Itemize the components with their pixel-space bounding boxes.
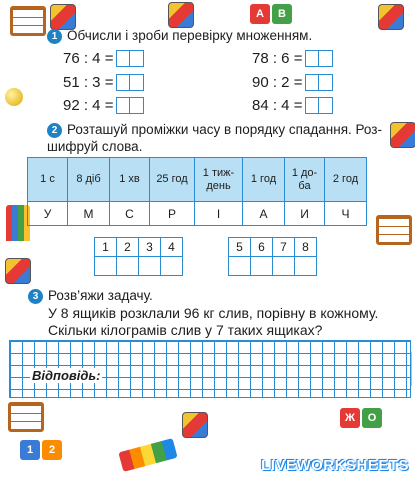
answer-digit-input[interactable] <box>116 97 130 114</box>
task2-heading <box>47 121 382 155</box>
letter-cell: Р <box>150 202 195 226</box>
equation-row <box>252 73 333 91</box>
answer-digit-input[interactable] <box>305 97 319 114</box>
cipher-number-cell: 1 <box>95 238 117 257</box>
alphabet-block-decoration: 1 <box>20 440 40 460</box>
time-interval-cell: 2 год <box>325 158 367 202</box>
cipher-table-2 <box>228 237 317 276</box>
letter-cell: Ч <box>325 202 367 226</box>
task2-heading-line1: Розташуй проміжки часу в порядку спадання. Роз- <box>67 122 382 137</box>
answer-digit-input[interactable] <box>319 50 333 67</box>
equation-row <box>252 49 333 67</box>
answer-digit-input[interactable] <box>319 74 333 91</box>
letter-cell: А <box>243 202 285 226</box>
cipher-number-cell: 6 <box>251 238 273 257</box>
equation-row <box>252 96 333 114</box>
task1-number-badge: 1 <box>47 29 62 44</box>
time-interval-cell: 1 до- ба <box>285 158 325 202</box>
equation-row <box>63 96 144 114</box>
answer-label: Відповідь: <box>32 368 101 383</box>
answer-digit-input[interactable] <box>305 50 319 67</box>
time-interval-cell: 25 год <box>150 158 195 202</box>
cipher-number-cell: 8 <box>295 238 317 257</box>
rubik-cube-decoration <box>182 412 208 438</box>
cipher-number-cell: 4 <box>161 238 183 257</box>
cipher-number-cell: 5 <box>229 238 251 257</box>
letter-cell: У <box>28 202 68 226</box>
time-interval-cell: 1 тиж- день <box>195 158 243 202</box>
equation-expression: 92 : 4 = <box>63 96 114 114</box>
equation-expression: 84 : 4 = <box>252 96 303 114</box>
answer-boxes <box>116 97 144 114</box>
alphabet-block-decoration: Ж <box>340 408 360 428</box>
task3-heading-text: Розв’яжи задачу. <box>48 288 153 303</box>
task1-heading <box>47 27 312 44</box>
task3-text-line1: У 8 ящиків розклали 96 кг слив, порівну в кожному. <box>48 305 379 321</box>
alphabet-block-decoration: 2 <box>42 440 62 460</box>
cipher-table-1 <box>94 237 183 276</box>
answer-digit-input[interactable] <box>319 97 333 114</box>
letter-cell: М <box>68 202 110 226</box>
answer-digit-input[interactable] <box>116 74 130 91</box>
time-interval-cell: 1 хв <box>110 158 150 202</box>
task3-heading <box>28 287 153 304</box>
cipher-letter-input[interactable] <box>251 257 273 276</box>
time-interval-cell: 1 год <box>243 158 285 202</box>
cipher-letter-input[interactable] <box>161 257 183 276</box>
answer-boxes <box>305 50 333 67</box>
abacus-decoration <box>376 215 412 245</box>
ball-decoration <box>5 88 23 106</box>
abacus-decoration <box>8 402 44 432</box>
task3-problem-text <box>48 305 403 339</box>
rubik-cube-decoration <box>5 258 31 284</box>
rubik-cube-decoration <box>168 2 194 28</box>
equation-expression: 78 : 6 = <box>252 49 303 67</box>
cipher-letter-input[interactable] <box>117 257 139 276</box>
xylophone-decoration <box>118 438 177 472</box>
time-interval-cell: 1 с <box>28 158 68 202</box>
answer-digit-input[interactable] <box>130 97 144 114</box>
rubik-cube-decoration <box>390 122 415 148</box>
time-interval-cell: 8 діб <box>68 158 110 202</box>
alphabet-block-decoration: B <box>272 4 292 24</box>
cipher-letter-input[interactable] <box>139 257 161 276</box>
cipher-letter-input[interactable] <box>95 257 117 276</box>
letter-cell: С <box>110 202 150 226</box>
answer-boxes <box>116 50 144 67</box>
equation-expression: 51 : 3 = <box>63 73 114 91</box>
task2-heading-line2: шифруй слова. <box>47 139 143 154</box>
task3-number-badge: 3 <box>28 289 43 304</box>
equation-row <box>63 49 144 67</box>
task2-number-badge: 2 <box>47 123 62 138</box>
answer-boxes <box>305 74 333 91</box>
letter-cell: И <box>285 202 325 226</box>
equation-expression: 90 : 2 = <box>252 73 303 91</box>
alphabet-block-decoration: A <box>250 4 270 24</box>
time-intervals-table <box>27 157 367 226</box>
liveworksheets-watermark: LIVEWORKSHEETS <box>261 457 409 474</box>
cipher-letter-input[interactable] <box>295 257 317 276</box>
task1-heading-text: Обчисли і зроби перевірку множенням. <box>67 28 313 43</box>
equation-expression: 76 : 4 = <box>63 49 114 67</box>
answer-digit-input[interactable] <box>130 50 144 67</box>
answer-digit-input[interactable] <box>305 74 319 91</box>
cipher-letter-input[interactable] <box>229 257 251 276</box>
letter-cell: І <box>195 202 243 226</box>
cipher-letter-input[interactable] <box>273 257 295 276</box>
rubik-cube-decoration <box>378 4 404 30</box>
alphabet-block-decoration: О <box>362 408 382 428</box>
cipher-number-cell: 3 <box>139 238 161 257</box>
answer-boxes <box>305 97 333 114</box>
answer-boxes <box>116 74 144 91</box>
cipher-number-cell: 7 <box>273 238 295 257</box>
equation-row <box>63 73 144 91</box>
answer-digit-input[interactable] <box>116 50 130 67</box>
cipher-number-cell: 2 <box>117 238 139 257</box>
answer-digit-input[interactable] <box>130 74 144 91</box>
task3-text-line2: Скільки кілограмів слив у 7 таких ящиках? <box>48 322 323 338</box>
abacus-decoration <box>10 6 46 36</box>
